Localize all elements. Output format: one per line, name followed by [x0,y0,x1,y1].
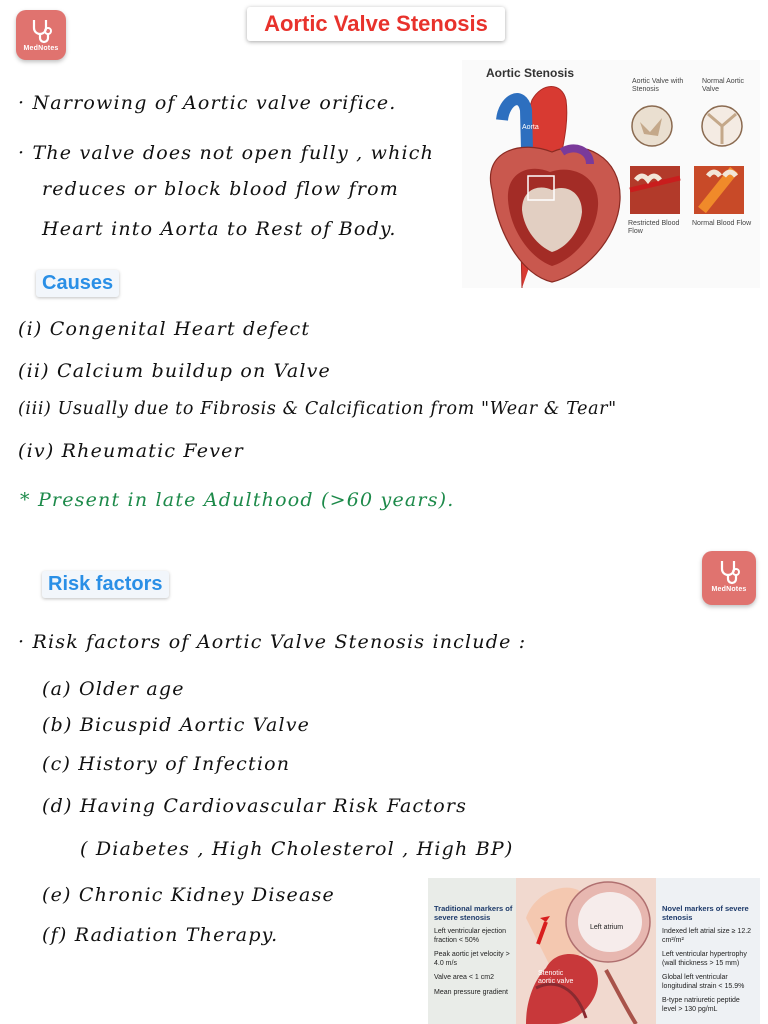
novel-markers-panel [656,878,760,1024]
normal-valve-caption: Normal Aortic Valve [702,78,745,93]
logo-text: MedNotes [23,45,59,52]
novel-marker: Global left ventricular longitudinal strain < 15.9% [662,974,745,990]
risk-item: (e) Chronic Kidney Disease [42,884,335,906]
stenotic-valve-label: Stenotic aortic valve [538,970,574,985]
mednotes-logo-top [16,10,66,60]
restricted-flow-caption: Restricted Blood Flow [628,220,680,235]
novel-marker: Left ventricular hypertrophy (wall thickness > 15 mm) [662,951,747,967]
risk-item: (f) Radiation Therapy. [42,924,279,946]
traditional-marker: Peak aortic jet velocity > 4.0 m/s [434,951,510,967]
logo-text: MedNotes [711,586,747,593]
intro-line-2: · The valve does not open fully , which [18,142,435,164]
causes-heading: Causes [36,270,119,297]
severe-stenosis-markers-figure [428,878,760,1024]
cause-item: (ii) Calcium buildup on Valve [18,360,331,382]
stethoscope-icon [714,558,744,586]
heart-cross-section-illustration [516,878,656,1024]
traditional-marker: Mean pressure gradient [434,988,508,996]
intro-line-1: · Narrowing of Aortic valve orifice. [18,92,397,114]
mednotes-logo-mid [702,551,756,605]
traditional-marker: Valve area < 1 cm2 [434,974,494,981]
cause-item: (iv) Rheumatic Fever [18,440,244,462]
age-note: * Present in late Adulthood (>60 years). [20,489,455,511]
traditional-markers-title: Traditional markers of severe stenosis [434,904,513,922]
left-atrium-label: Left atrium [590,924,624,931]
aortic-stenosis-figure [462,60,760,288]
risk-item: (d) Having Cardiovascular Risk Factors [42,795,468,817]
stenosis-caption: Aortic Valve with Stenosis [632,78,684,93]
stethoscope-icon [26,17,56,45]
normal-flow-caption: Normal Blood Flow [692,220,752,227]
intro-line-4: Heart into Aorta to Rest of Body. [42,218,397,240]
novel-marker: Indexed left atrial size ≥ 12.2 cm²/m² [662,928,752,944]
risk-item: (c) History of Infection [42,753,291,775]
page-title: Aortic Valve Stenosis [247,7,505,41]
aorta-label: Aorta [522,124,539,131]
traditional-marker: Left ventricular ejection fraction < 50% [434,928,506,944]
traditional-markers-panel [428,878,518,1024]
heart-illustration [462,60,760,288]
risk-factors-heading: Risk factors [42,571,169,598]
risk-item: (b) Bicuspid Aortic Valve [42,714,311,736]
intro-line-3: reduces or block blood flow from [42,178,399,200]
cause-item: (iii) Usually due to Fibrosis & Calcification from "Wear & Tear" [18,399,617,419]
risk-subitem: ( Diabetes , High Cholesterol , High BP) [80,838,514,860]
risk-item: (a) Older age [42,678,185,700]
novel-marker: B-type natriuretic peptide level > 130 pg/mL [662,997,740,1013]
novel-markers-title: Novel markers of severe stenosis [662,904,749,922]
cause-item: (i) Congenital Heart defect [18,318,311,340]
figure-title: Aortic Stenosis [486,66,575,80]
risk-intro: · Risk factors of Aortic Valve Stenosis include : [18,631,527,653]
